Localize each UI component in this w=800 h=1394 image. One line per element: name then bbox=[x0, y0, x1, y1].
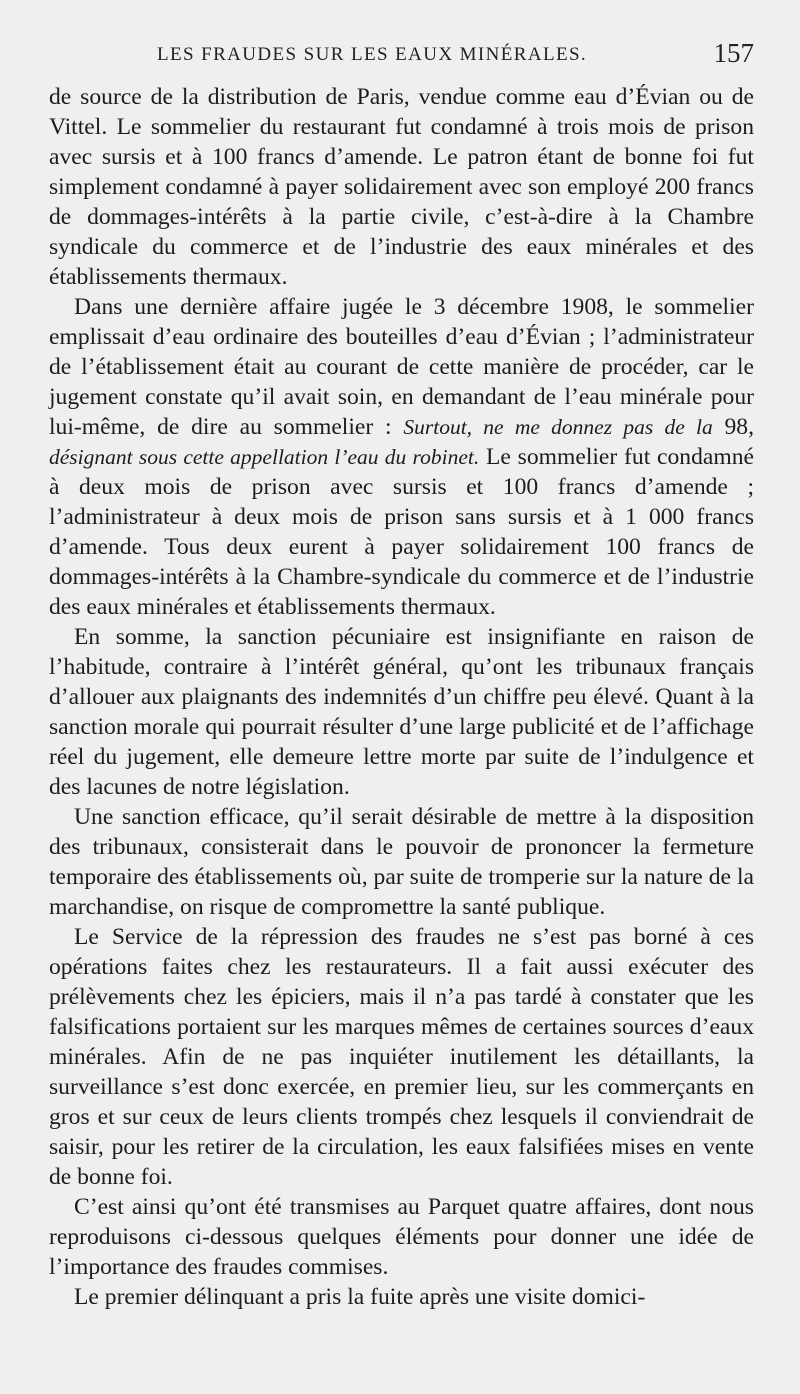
page-number: 157 bbox=[713, 38, 754, 68]
paragraph bbox=[49, 802, 754, 922]
text-segment: Le Service de la répression des fraudes ne s’est pas borné à ces opérations faites chez les restaurateurs. Il a fait aussi exécuter des prélèvements chez les épiciers, mais il n’a pas tardé à constater que les falsifications portaient sur les marques mêmes de certaines sources d’eaux minérales. Afin de ne pas inquiéter inutilement les détaillants, la surveillance s’est donc exercée, en premier lieu, sur les commerçants en gros et sur ceux de leurs clients trompés chez lesquels il conviendrait de saisir, pour les retirer de la circulation, les eaux falsifiées mises en vente de bonne foi. bbox=[49, 924, 754, 1190]
text-segment: Une sanction efficace, qu’il serait désirable de mettre à la disposition des tribunaux, consisterait dans le pouvoir de prononcer la fermeture temporaire des établissements où, par suite de tromperie sur la nature de la marchandise, on risque de compromettre la santé publique. bbox=[49, 804, 754, 920]
text-segment: C’est ainsi qu’ont été transmises au Parquet quatre affaires, dont nous reproduisons ci-dessous quelques éléments pour donner une idée de l’importance des fraudes commises. bbox=[49, 1194, 754, 1280]
text-segment: Dans une dernière affaire jugée le 3 décembre 1908, le sommelier emplissait d’eau ordinaire des bouteilles d’eau d’Évian ; l’administrateur de l’établissement était au courant de cette manière de procéder, car le jugement constate qu’il avait soin, en demandant de l’eau minérale pour lui-même, de dire au sommelier : bbox=[49, 294, 754, 440]
paragraph bbox=[49, 292, 754, 622]
paragraph bbox=[49, 82, 754, 292]
running-head bbox=[49, 38, 754, 82]
text-segment: En somme, la sanction pécuniaire est insignifiante en raison de l’habitude, contraire à l’intérêt général, qu’ont les tribunaux français d’allouer aux plaignants des indemnités d’un chiffre peu élevé. Quant à la sanction morale qui pourrait résulter d’une large publicité et de l’affichage réel du jugement, elle demeure lettre morte par suite de l’indulgence et des lacunes de notre législation. bbox=[49, 624, 754, 800]
text-segment: Le premier délinquant a pris la fuite après une visite domici- bbox=[74, 1284, 646, 1310]
text-segment: Le sommelier fut condamné à deux mois de prison avec sursis et 100 francs d’amende ; l’administrateur à deux mois de prison sans sursis et à 1 000 francs d’amende. Tous deux eurent à payer solidairement 100 francs de dommages-intérêts à la Chambre-syndicale du commerce et de l’industrie des eaux minérales et établissements thermaux. bbox=[49, 444, 754, 620]
paragraph bbox=[49, 622, 754, 802]
paragraph bbox=[49, 1192, 754, 1282]
paragraph bbox=[49, 922, 754, 1192]
paragraph bbox=[49, 1282, 754, 1312]
text-segment: 98, bbox=[712, 414, 755, 440]
text-segment: de source de la distribution de Paris, vendue comme eau d’Évian ou de Vittel. Le sommelier du restaurant fut condamné à trois mois de prison avec sursis et à 100 francs d’amende. Le patron étant de bonne foi fut simplement condamné à payer solidairement avec son employé 200 francs de dommages-intérêts à la partie civile, c’est-à-dire à la Chambre syndicale du commerce et de l’industrie des eaux minérales et des établissements thermaux. bbox=[49, 84, 754, 290]
running-title: LES FRAUDES SUR LES EAUX MINÉRALES. bbox=[157, 44, 588, 65]
body-text bbox=[49, 82, 754, 1312]
italic-explanation: désignant sous cette appellation l’eau du robinet. bbox=[49, 445, 480, 469]
italic-quote: Surtout, ne me donnez pas de la bbox=[403, 415, 713, 439]
